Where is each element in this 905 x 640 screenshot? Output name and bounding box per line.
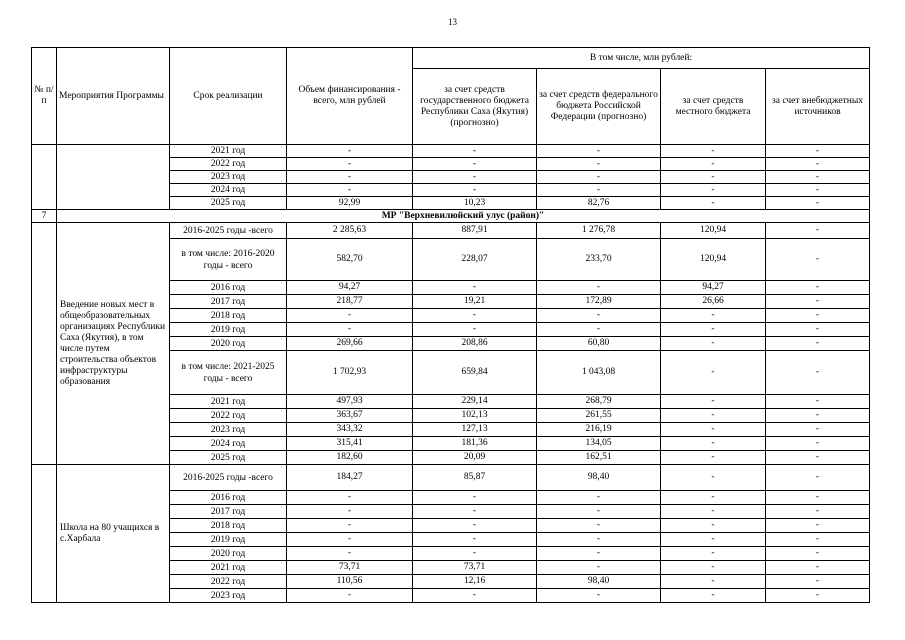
- value-cell-state: -: [413, 145, 537, 158]
- value-cell-state: -: [413, 158, 537, 171]
- value-cell-total: -: [287, 547, 413, 561]
- period-cell: 2017 год: [170, 295, 287, 309]
- value-cell-extra: -: [766, 337, 870, 351]
- value-cell-local: -: [661, 323, 766, 337]
- period-cell: 2016-2025 годы -всего: [170, 223, 287, 239]
- value-cell-state: 127,13: [413, 423, 537, 437]
- value-cell-federal: 98,40: [537, 465, 661, 491]
- value-cell-extra: -: [766, 223, 870, 239]
- value-cell-state: 102,13: [413, 409, 537, 423]
- header-including: В том числе, млн рублей:: [413, 48, 870, 69]
- value-cell-local: -: [661, 451, 766, 465]
- table-row: [32, 465, 870, 491]
- value-cell-extra: -: [766, 491, 870, 505]
- value-cell-local: 26,66: [661, 295, 766, 309]
- value-cell-local: -: [661, 197, 766, 210]
- value-cell-federal: 261,55: [537, 409, 661, 423]
- period-cell: 2021 год: [170, 145, 287, 158]
- value-cell-state: 229,14: [413, 395, 537, 409]
- value-cell-federal: -: [537, 505, 661, 519]
- value-cell-federal: 162,51: [537, 451, 661, 465]
- financing-table: [31, 47, 870, 603]
- value-cell-state: -: [413, 533, 537, 547]
- value-cell-local: -: [661, 158, 766, 171]
- value-cell-extra: -: [766, 505, 870, 519]
- value-cell-federal: -: [537, 323, 661, 337]
- value-cell-federal: 1 276,78: [537, 223, 661, 239]
- value-cell-extra: -: [766, 145, 870, 158]
- value-cell-total: 73,71: [287, 561, 413, 575]
- value-cell-local: -: [661, 505, 766, 519]
- value-cell-total: 184,27: [287, 465, 413, 491]
- value-cell-state: -: [413, 589, 537, 603]
- period-cell: 2022 год: [170, 409, 287, 423]
- value-cell-state: 10,23: [413, 197, 537, 210]
- value-cell-total: 94,27: [287, 281, 413, 295]
- value-cell-extra: -: [766, 171, 870, 184]
- value-cell-local: -: [661, 491, 766, 505]
- value-cell-state: 228,07: [413, 239, 537, 281]
- value-cell-total: 2 285,63: [287, 223, 413, 239]
- value-cell-extra: -: [766, 437, 870, 451]
- value-cell-federal: 98,40: [537, 575, 661, 589]
- value-cell-total: 315,41: [287, 437, 413, 451]
- value-cell-federal: -: [537, 519, 661, 533]
- period-cell: 2024 год: [170, 437, 287, 451]
- value-cell-total: -: [287, 323, 413, 337]
- value-cell-state: -: [413, 547, 537, 561]
- value-cell-federal: 1 043,08: [537, 351, 661, 395]
- period-cell: в том числе: 2016-2020 годы - всего: [170, 239, 287, 281]
- value-cell-federal: 216,19: [537, 423, 661, 437]
- period-cell: 2021 год: [170, 561, 287, 575]
- value-cell-extra: -: [766, 533, 870, 547]
- period-cell: 2018 год: [170, 309, 287, 323]
- period-cell: 2025 год: [170, 451, 287, 465]
- period-cell: 2020 год: [170, 337, 287, 351]
- section-number: 7: [32, 210, 57, 223]
- value-cell-local: -: [661, 519, 766, 533]
- value-cell-state: 73,71: [413, 561, 537, 575]
- value-cell-state: 659,84: [413, 351, 537, 395]
- value-cell-state: -: [413, 519, 537, 533]
- value-cell-extra: -: [766, 158, 870, 171]
- measure-name-cell: Введение новых мест в общеобразовательных организациях Республики Саха (Якутия), в том числе путем строительства объектов инфраструктуры образования: [57, 223, 170, 465]
- period-cell: 2022 год: [170, 158, 287, 171]
- value-cell-extra: -: [766, 451, 870, 465]
- value-cell-local: -: [661, 575, 766, 589]
- period-cell: 2021 год: [170, 395, 287, 409]
- value-cell-total: -: [287, 533, 413, 547]
- value-cell-extra: -: [766, 589, 870, 603]
- value-cell-federal: -: [537, 589, 661, 603]
- value-cell-state: -: [413, 184, 537, 197]
- value-cell-local: -: [661, 547, 766, 561]
- value-cell-local: -: [661, 395, 766, 409]
- value-cell-state: 887,91: [413, 223, 537, 239]
- value-cell-local: -: [661, 533, 766, 547]
- value-cell-extra: -: [766, 239, 870, 281]
- value-cell-extra: -: [766, 575, 870, 589]
- value-cell-local: -: [661, 589, 766, 603]
- value-cell-total: 92,99: [287, 197, 413, 210]
- value-cell-federal: 134,05: [537, 437, 661, 451]
- value-cell-federal: -: [537, 158, 661, 171]
- value-cell-total: 182,60: [287, 451, 413, 465]
- value-cell-local: -: [661, 423, 766, 437]
- header-name: Мероприятия Программы: [57, 48, 170, 145]
- header-term: Срок реализации: [170, 48, 287, 145]
- value-cell-extra: -: [766, 395, 870, 409]
- period-cell: 2023 год: [170, 589, 287, 603]
- value-cell-local: -: [661, 337, 766, 351]
- period-cell: 2023 год: [170, 171, 287, 184]
- value-cell-federal: 60,80: [537, 337, 661, 351]
- value-cell-extra: -: [766, 197, 870, 210]
- value-cell-total: -: [287, 519, 413, 533]
- header-total: Объем финансирования - всего, млн рублей: [287, 48, 413, 145]
- header-num: № п/п: [32, 48, 57, 145]
- value-cell-extra: -: [766, 423, 870, 437]
- value-cell-local: -: [661, 561, 766, 575]
- value-cell-extra: -: [766, 351, 870, 395]
- value-cell-federal: -: [537, 281, 661, 295]
- value-cell-state: 20,09: [413, 451, 537, 465]
- section-row: [32, 210, 870, 223]
- value-cell-state: 19,21: [413, 295, 537, 309]
- value-cell-local: 120,94: [661, 223, 766, 239]
- value-cell-extra: -: [766, 547, 870, 561]
- period-cell: в том числе: 2021-2025 годы - всего: [170, 351, 287, 395]
- value-cell-state: -: [413, 171, 537, 184]
- value-cell-federal: -: [537, 491, 661, 505]
- section-title: МР "Верхневилюйский улус (район)": [57, 210, 870, 223]
- period-cell: 2019 год: [170, 323, 287, 337]
- value-cell-extra: -: [766, 295, 870, 309]
- value-cell-state: -: [413, 281, 537, 295]
- value-cell-total: 1 702,93: [287, 351, 413, 395]
- row-number-cell: [32, 145, 57, 210]
- value-cell-total: -: [287, 491, 413, 505]
- value-cell-local: -: [661, 409, 766, 423]
- value-cell-extra: -: [766, 519, 870, 533]
- value-cell-total: 110,56: [287, 575, 413, 589]
- value-cell-local: -: [661, 437, 766, 451]
- value-cell-extra: -: [766, 409, 870, 423]
- value-cell-total: 582,70: [287, 239, 413, 281]
- value-cell-federal: -: [537, 145, 661, 158]
- period-cell: 2018 год: [170, 519, 287, 533]
- value-cell-local: -: [661, 171, 766, 184]
- value-cell-state: -: [413, 491, 537, 505]
- header-extra: за счет внебюджетных источников: [766, 69, 870, 145]
- period-cell: 2020 год: [170, 547, 287, 561]
- value-cell-total: -: [287, 145, 413, 158]
- value-cell-state: 12,16: [413, 575, 537, 589]
- value-cell-state: 85,87: [413, 465, 537, 491]
- value-cell-federal: 268,79: [537, 395, 661, 409]
- row-number-cell: [32, 223, 57, 465]
- value-cell-federal: -: [537, 184, 661, 197]
- value-cell-extra: -: [766, 561, 870, 575]
- value-cell-total: 269,66: [287, 337, 413, 351]
- value-cell-extra: -: [766, 465, 870, 491]
- value-cell-total: -: [287, 171, 413, 184]
- value-cell-federal: -: [537, 561, 661, 575]
- period-cell: 2016 год: [170, 281, 287, 295]
- period-cell: 2016 год: [170, 491, 287, 505]
- value-cell-local: -: [661, 184, 766, 197]
- header-local: за счет средств местного бюджета: [661, 69, 766, 145]
- value-cell-state: -: [413, 323, 537, 337]
- value-cell-extra: -: [766, 323, 870, 337]
- value-cell-total: -: [287, 505, 413, 519]
- value-cell-local: -: [661, 465, 766, 491]
- period-cell: 2022 год: [170, 575, 287, 589]
- value-cell-federal: -: [537, 309, 661, 323]
- value-cell-federal: -: [537, 171, 661, 184]
- value-cell-state: 208,86: [413, 337, 537, 351]
- period-cell: 2019 год: [170, 533, 287, 547]
- value-cell-extra: -: [766, 309, 870, 323]
- value-cell-total: 218,77: [287, 295, 413, 309]
- value-cell-local: -: [661, 145, 766, 158]
- value-cell-state: -: [413, 309, 537, 323]
- header-state: за счет средств государственного бюджета Республики Саха (Якутия) (прогнозно): [413, 69, 537, 145]
- value-cell-state: -: [413, 505, 537, 519]
- value-cell-local: 94,27: [661, 281, 766, 295]
- value-cell-total: 363,67: [287, 409, 413, 423]
- page-number: 13: [448, 17, 457, 27]
- value-cell-total: 343,32: [287, 423, 413, 437]
- period-cell: 2016-2025 годы -всего: [170, 465, 287, 491]
- table-row: [32, 145, 870, 158]
- value-cell-federal: -: [537, 547, 661, 561]
- header-federal: за счет средств федерального бюджета Российской Федерации (прогнозно): [537, 69, 661, 145]
- value-cell-total: -: [287, 158, 413, 171]
- period-cell: 2025 год: [170, 197, 287, 210]
- value-cell-total: -: [287, 184, 413, 197]
- row-number-cell: [32, 465, 57, 603]
- period-cell: 2023 год: [170, 423, 287, 437]
- period-cell: 2024 год: [170, 184, 287, 197]
- value-cell-total: -: [287, 309, 413, 323]
- value-cell-local: 120,94: [661, 239, 766, 281]
- table-row: [32, 223, 870, 239]
- value-cell-state: 181,36: [413, 437, 537, 451]
- value-cell-extra: -: [766, 184, 870, 197]
- value-cell-federal: -: [537, 533, 661, 547]
- value-cell-total: -: [287, 589, 413, 603]
- measure-name-cell: [57, 145, 170, 210]
- period-cell: 2017 год: [170, 505, 287, 519]
- value-cell-local: -: [661, 309, 766, 323]
- value-cell-federal: 172,89: [537, 295, 661, 309]
- measure-name-cell: Школа на 80 учащихся в с.Харбала: [57, 465, 170, 603]
- value-cell-federal: 233,70: [537, 239, 661, 281]
- value-cell-federal: 82,76: [537, 197, 661, 210]
- value-cell-local: -: [661, 351, 766, 395]
- value-cell-total: 497,93: [287, 395, 413, 409]
- value-cell-extra: -: [766, 281, 870, 295]
